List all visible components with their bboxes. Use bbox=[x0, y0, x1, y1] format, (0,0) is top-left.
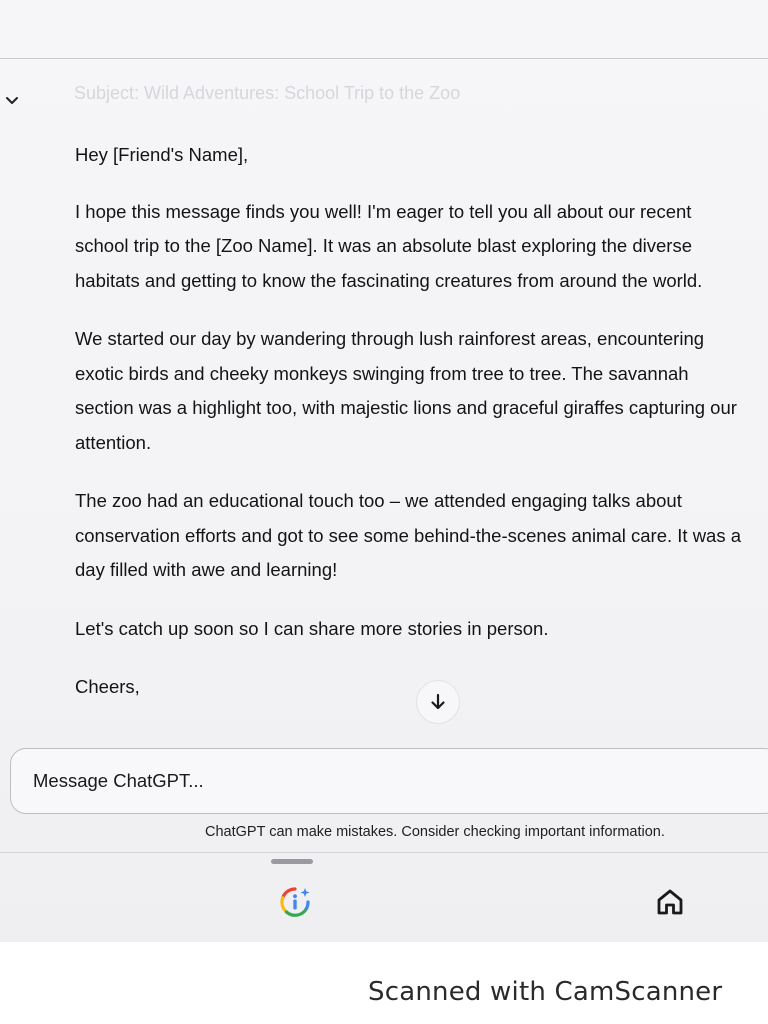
message-paragraph: I hope this message finds you well! I'm eager to tell you all about our recent school trip to the [Zoo Name]. It was an absolute blast exploring the diverse habitats and getting to know the fascinating creatures from around the world. bbox=[75, 200, 703, 291]
camscanner-watermark: Scanned with CamScanner bbox=[368, 977, 723, 1007]
message-input[interactable] bbox=[33, 767, 633, 795]
message-greeting: Hey [Friend's Name], bbox=[75, 144, 249, 165]
bottom-divider bbox=[0, 852, 768, 853]
message-paragraph: The zoo had an educational touch too – we attended engaging talks about conservation efforts and got to see some behind-the-scenes animal care. It was a day filled with awe and learning! bbox=[75, 490, 742, 580]
message-paragraph: Let's catch up soon so I can share more stories in person. bbox=[75, 617, 549, 639]
message-closing: Cheers, bbox=[75, 676, 140, 697]
arrow-down-icon bbox=[428, 692, 448, 712]
top-divider bbox=[0, 58, 768, 59]
assistant-message bbox=[75, 138, 747, 705]
google-lens-info-icon[interactable] bbox=[278, 885, 312, 919]
chevron-down-icon[interactable] bbox=[4, 92, 20, 108]
disclaimer-text: ChatGPT can make mistakes. Consider checking important information. bbox=[205, 824, 665, 840]
message-paragraph: We started our day by wandering through lush rainforest areas, encountering exotic birds and cheeky monkeys swinging from tree to tree. The savannah section was a highlight too, with majestic lions and graceful giraffes capturing our attention. bbox=[75, 328, 737, 453]
faint-subject-line: Subject: Wild Adventures: School Trip to the Zoo bbox=[74, 83, 461, 103]
drag-handle[interactable] bbox=[271, 859, 313, 864]
home-icon[interactable] bbox=[654, 886, 686, 918]
message-composer[interactable] bbox=[10, 748, 768, 814]
scroll-to-bottom-button[interactable] bbox=[416, 680, 460, 724]
